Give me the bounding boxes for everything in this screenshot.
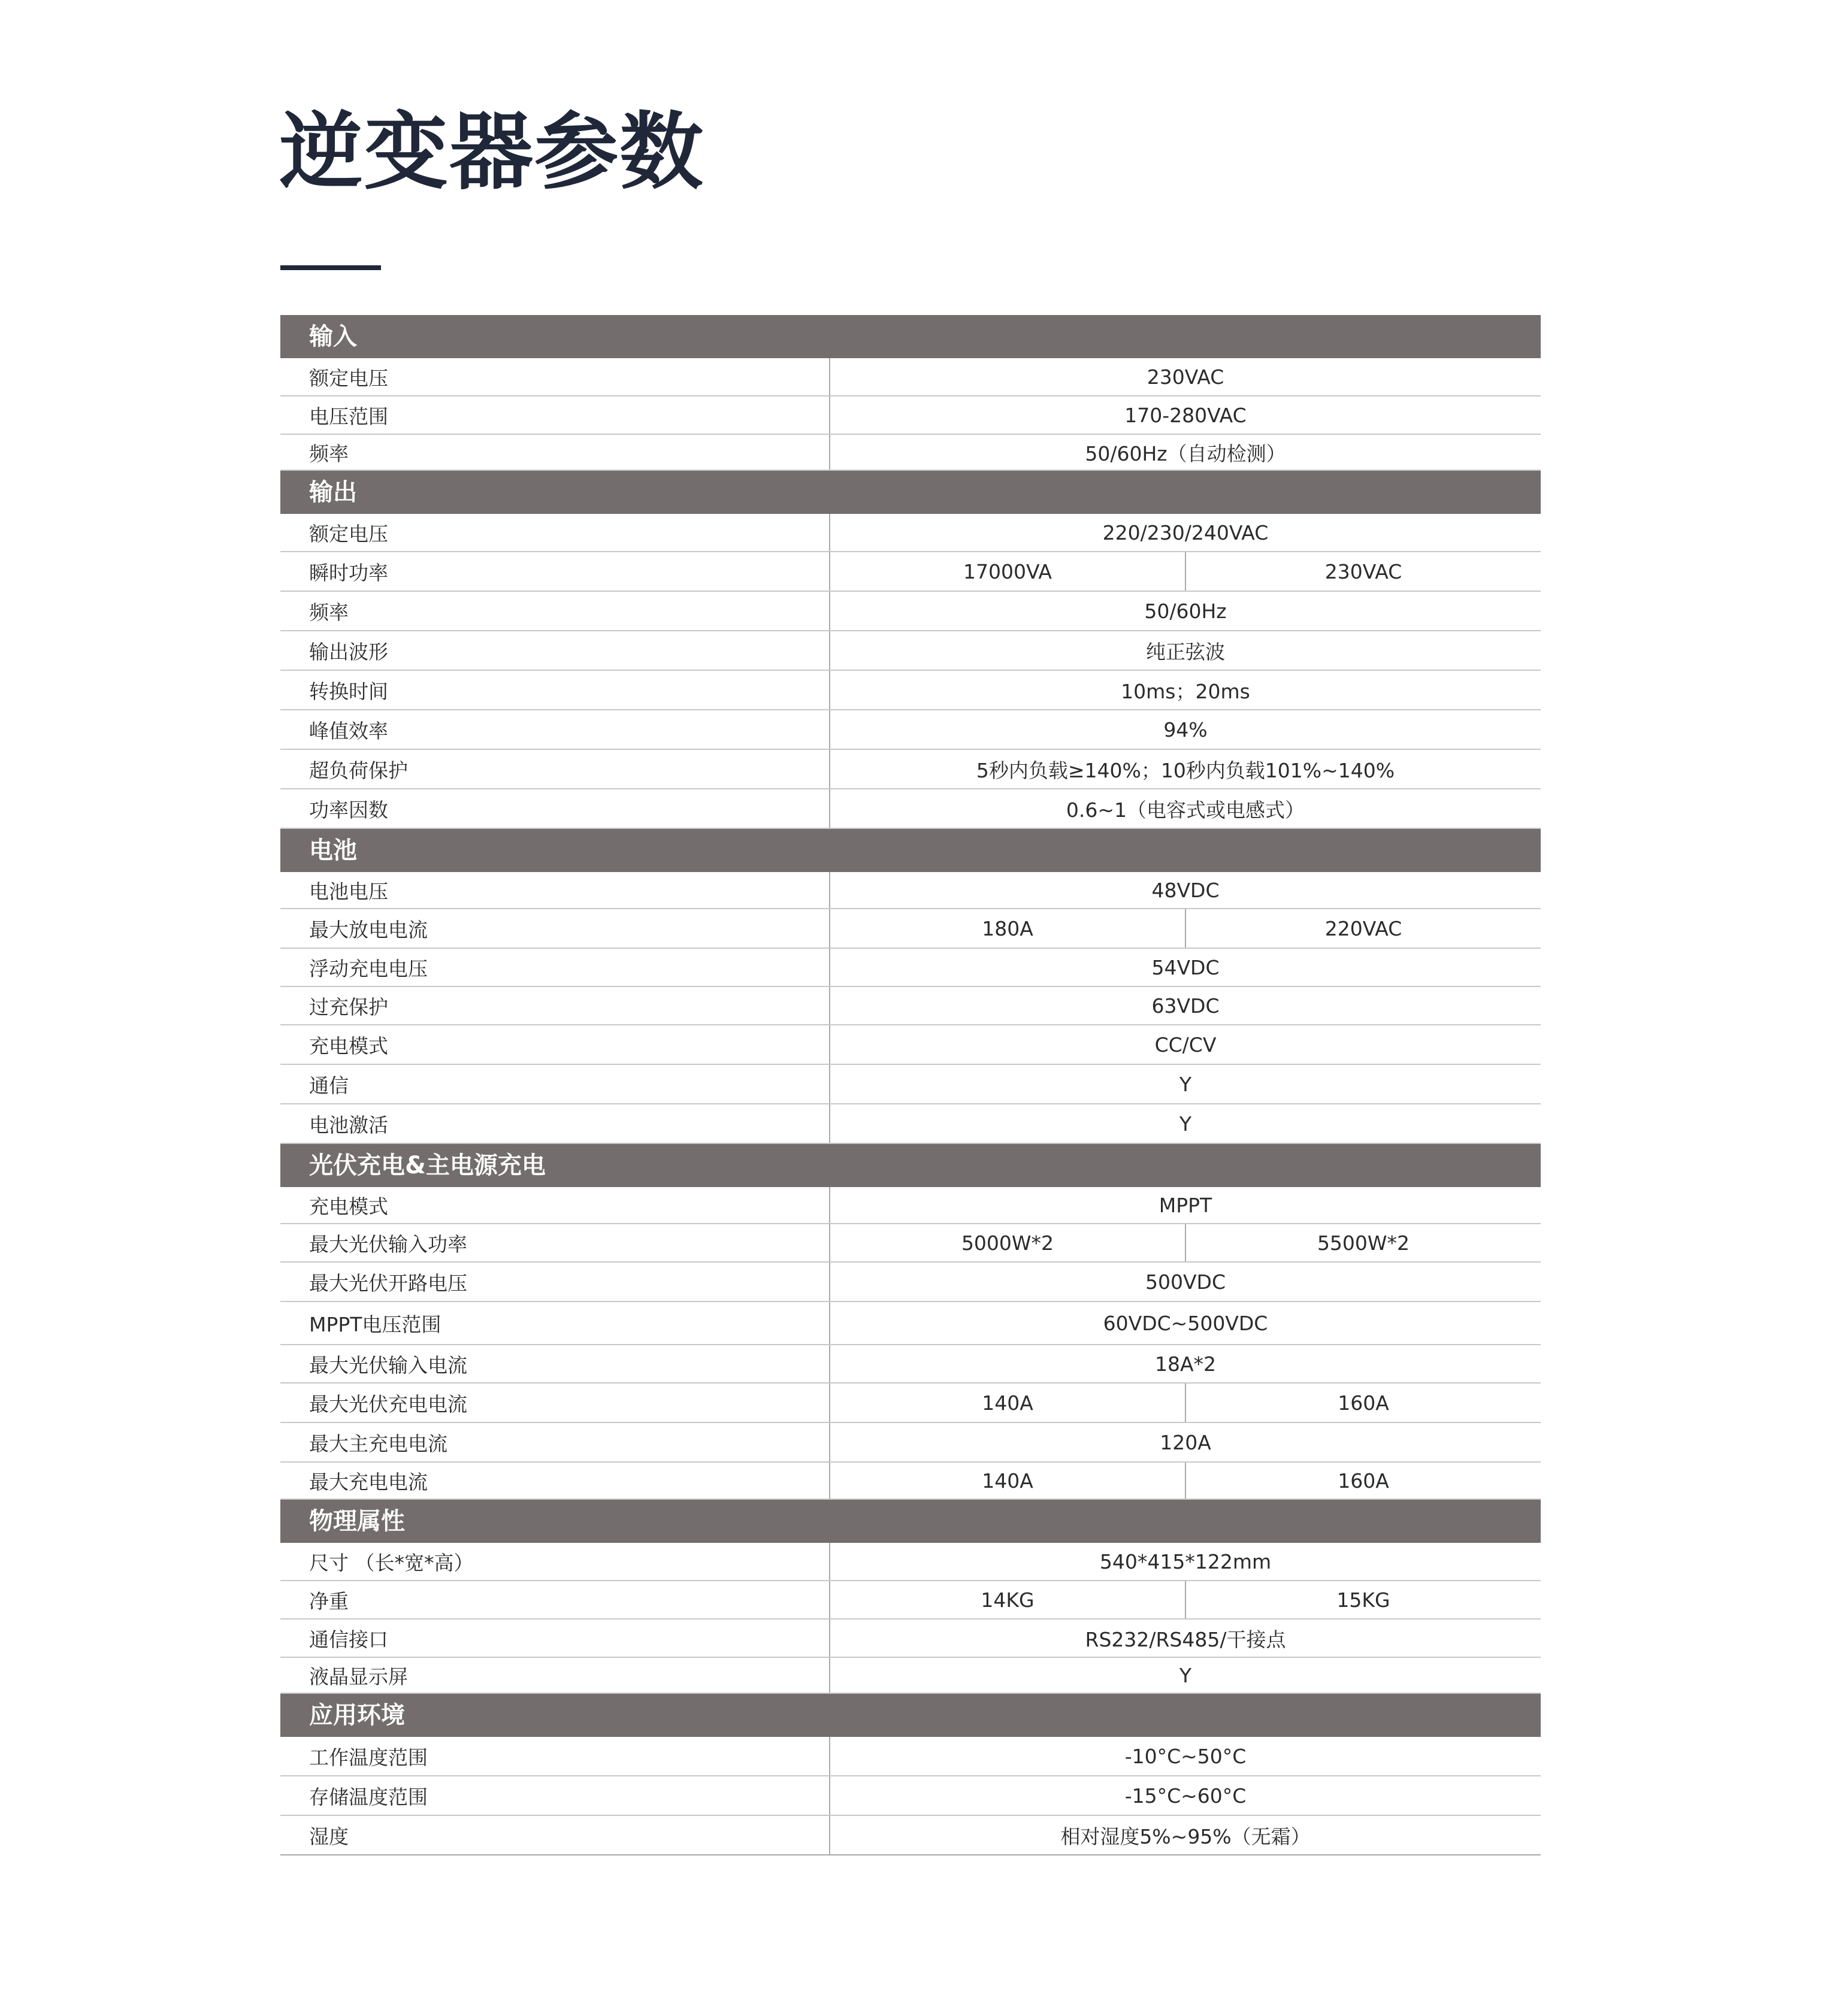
table-row	[280, 358, 1541, 396]
table-row	[280, 710, 1541, 750]
row-label: 最大主充电电流	[280, 1423, 830, 1461]
table-row	[280, 1224, 1541, 1263]
row-value-left: 5000W*2	[830, 1224, 1186, 1261]
row-value: 5秒内负载≥140%；10秒内负载101%~140%	[976, 758, 1395, 782]
table-row	[280, 1025, 1541, 1065]
row-value: Y	[1179, 1112, 1192, 1136]
table-row	[280, 1620, 1541, 1658]
row-label: 最大放电电流	[280, 909, 830, 948]
table-row	[280, 1581, 1541, 1620]
row-label: 净重	[280, 1581, 830, 1618]
row-label: 最大充电电流	[280, 1463, 830, 1499]
row-value-right: 230VAC	[1324, 559, 1402, 583]
row-value: 0.6~1（电容式或电感式）	[1066, 798, 1305, 822]
table-row	[280, 1065, 1541, 1104]
table-row	[280, 1737, 1541, 1776]
table-row	[280, 987, 1541, 1025]
row-label: 功率因数	[280, 789, 830, 828]
row-value: 220/230/240VAC	[1102, 520, 1269, 544]
table-row	[280, 1816, 1541, 1855]
table-row	[280, 435, 1541, 471]
row-label: 瞬时功率	[280, 552, 830, 591]
row-value: 94%	[1163, 718, 1208, 741]
table-row	[280, 1423, 1541, 1463]
table-row	[280, 671, 1541, 710]
row-label: 液晶显示屏	[280, 1658, 830, 1693]
table-row	[280, 514, 1541, 552]
row-label: 最大光伏输入电流	[280, 1345, 830, 1382]
row-label: 最大光伏输入功率	[280, 1224, 830, 1261]
section-header-environment: 应用环境	[280, 1694, 1541, 1737]
row-value: CC/CV	[1154, 1033, 1217, 1057]
section-header-input: 输入	[280, 315, 1541, 358]
row-value: -15°C~60°C	[1124, 1784, 1247, 1808]
row-label: 工作温度范围	[280, 1737, 830, 1775]
row-label: 通信	[280, 1065, 830, 1103]
row-label: 最大光伏开路电压	[280, 1263, 830, 1301]
row-value-right: 220VAC	[1324, 916, 1402, 940]
row-value: 18A*2	[1154, 1352, 1217, 1376]
row-value: 相对湿度5%~95%（无霜）	[1060, 1824, 1311, 1848]
row-value: 50/60Hz（自动检测）	[1085, 441, 1286, 465]
row-label: 充电模式	[280, 1025, 830, 1064]
table-row	[280, 396, 1541, 435]
table-row	[280, 552, 1541, 592]
row-value-right: 160A	[1338, 1469, 1389, 1493]
table-row	[280, 1302, 1541, 1345]
row-label: 浮动充电电压	[280, 949, 830, 986]
row-label: MPPT电压范围	[280, 1302, 830, 1344]
row-value: -10°C~50°C	[1124, 1744, 1247, 1768]
row-label: 充电模式	[280, 1187, 830, 1223]
row-label: 电压范围	[280, 396, 830, 434]
row-value: 54VDC	[1151, 955, 1220, 979]
row-value-right: 160A	[1338, 1391, 1389, 1415]
row-value-right: 15KG	[1336, 1588, 1390, 1612]
row-value-right: 5500W*2	[1317, 1231, 1410, 1255]
spec-table	[280, 315, 1541, 1855]
row-value-left: 140A	[830, 1463, 1186, 1499]
row-label: 存储温度范围	[280, 1776, 830, 1815]
table-row	[280, 1345, 1541, 1384]
table-row	[280, 1776, 1541, 1816]
table-row	[280, 909, 1541, 949]
row-label: 超负荷保护	[280, 750, 830, 788]
section-header-physical: 物理属性	[280, 1500, 1541, 1543]
row-value: 540*415*122mm	[1099, 1549, 1272, 1573]
row-value: 50/60Hz	[1144, 599, 1227, 623]
row-label: 额定电压	[280, 358, 830, 395]
row-value: 63VDC	[1151, 994, 1220, 1018]
table-row	[280, 1187, 1541, 1224]
table-row	[280, 789, 1541, 829]
row-label: 转换时间	[280, 671, 830, 709]
table-row	[280, 1658, 1541, 1694]
row-value: Y	[1179, 1663, 1192, 1687]
row-value: Y	[1179, 1072, 1192, 1096]
row-value: 48VDC	[1151, 878, 1220, 902]
row-label: 通信接口	[280, 1620, 830, 1657]
row-value-left: 17000VA	[830, 552, 1186, 591]
table-row	[280, 1543, 1541, 1581]
row-value: 230VAC	[1147, 365, 1224, 389]
row-label: 湿度	[280, 1816, 830, 1854]
table-row	[280, 872, 1541, 909]
row-label: 频率	[280, 435, 830, 470]
row-label: 峰值效率	[280, 710, 830, 749]
row-label: 最大光伏充电电流	[280, 1384, 830, 1422]
row-value: 120A	[1160, 1430, 1211, 1454]
row-value: 500VDC	[1145, 1270, 1226, 1294]
row-label: 尺寸 （长*宽*高）	[280, 1543, 830, 1580]
row-value: 60VDC~500VDC	[1103, 1311, 1268, 1335]
row-label: 电池电压	[280, 872, 830, 908]
row-label: 电池激活	[280, 1104, 830, 1143]
row-value-left: 140A	[830, 1384, 1186, 1422]
table-row	[280, 949, 1541, 987]
table-row	[280, 1463, 1541, 1500]
row-label: 额定电压	[280, 514, 830, 551]
table-row	[280, 631, 1541, 671]
table-row	[280, 1104, 1541, 1144]
row-label: 频率	[280, 592, 830, 630]
row-value: MPPT	[1159, 1193, 1212, 1217]
row-value-left: 14KG	[830, 1581, 1186, 1618]
section-header-output: 输出	[280, 471, 1541, 514]
row-value-left: 180A	[830, 909, 1186, 948]
table-row	[280, 1263, 1541, 1302]
table-row	[280, 750, 1541, 789]
table-row	[280, 592, 1541, 631]
row-value: 170-280VAC	[1124, 403, 1247, 427]
title-underline	[280, 265, 381, 270]
row-label: 过充保护	[280, 987, 830, 1024]
row-value: 纯正弦波	[1146, 640, 1225, 664]
row-value: RS232/RS485/干接点	[1085, 1627, 1286, 1651]
section-header-pv: 光伏充电&主电源充电	[280, 1144, 1541, 1187]
page-title: 逆变器参数	[279, 104, 705, 201]
row-value: 10ms；20ms	[1121, 679, 1250, 703]
row-label: 输出波形	[280, 631, 830, 670]
table-row	[280, 1384, 1541, 1423]
section-header-battery: 电池	[280, 829, 1541, 872]
